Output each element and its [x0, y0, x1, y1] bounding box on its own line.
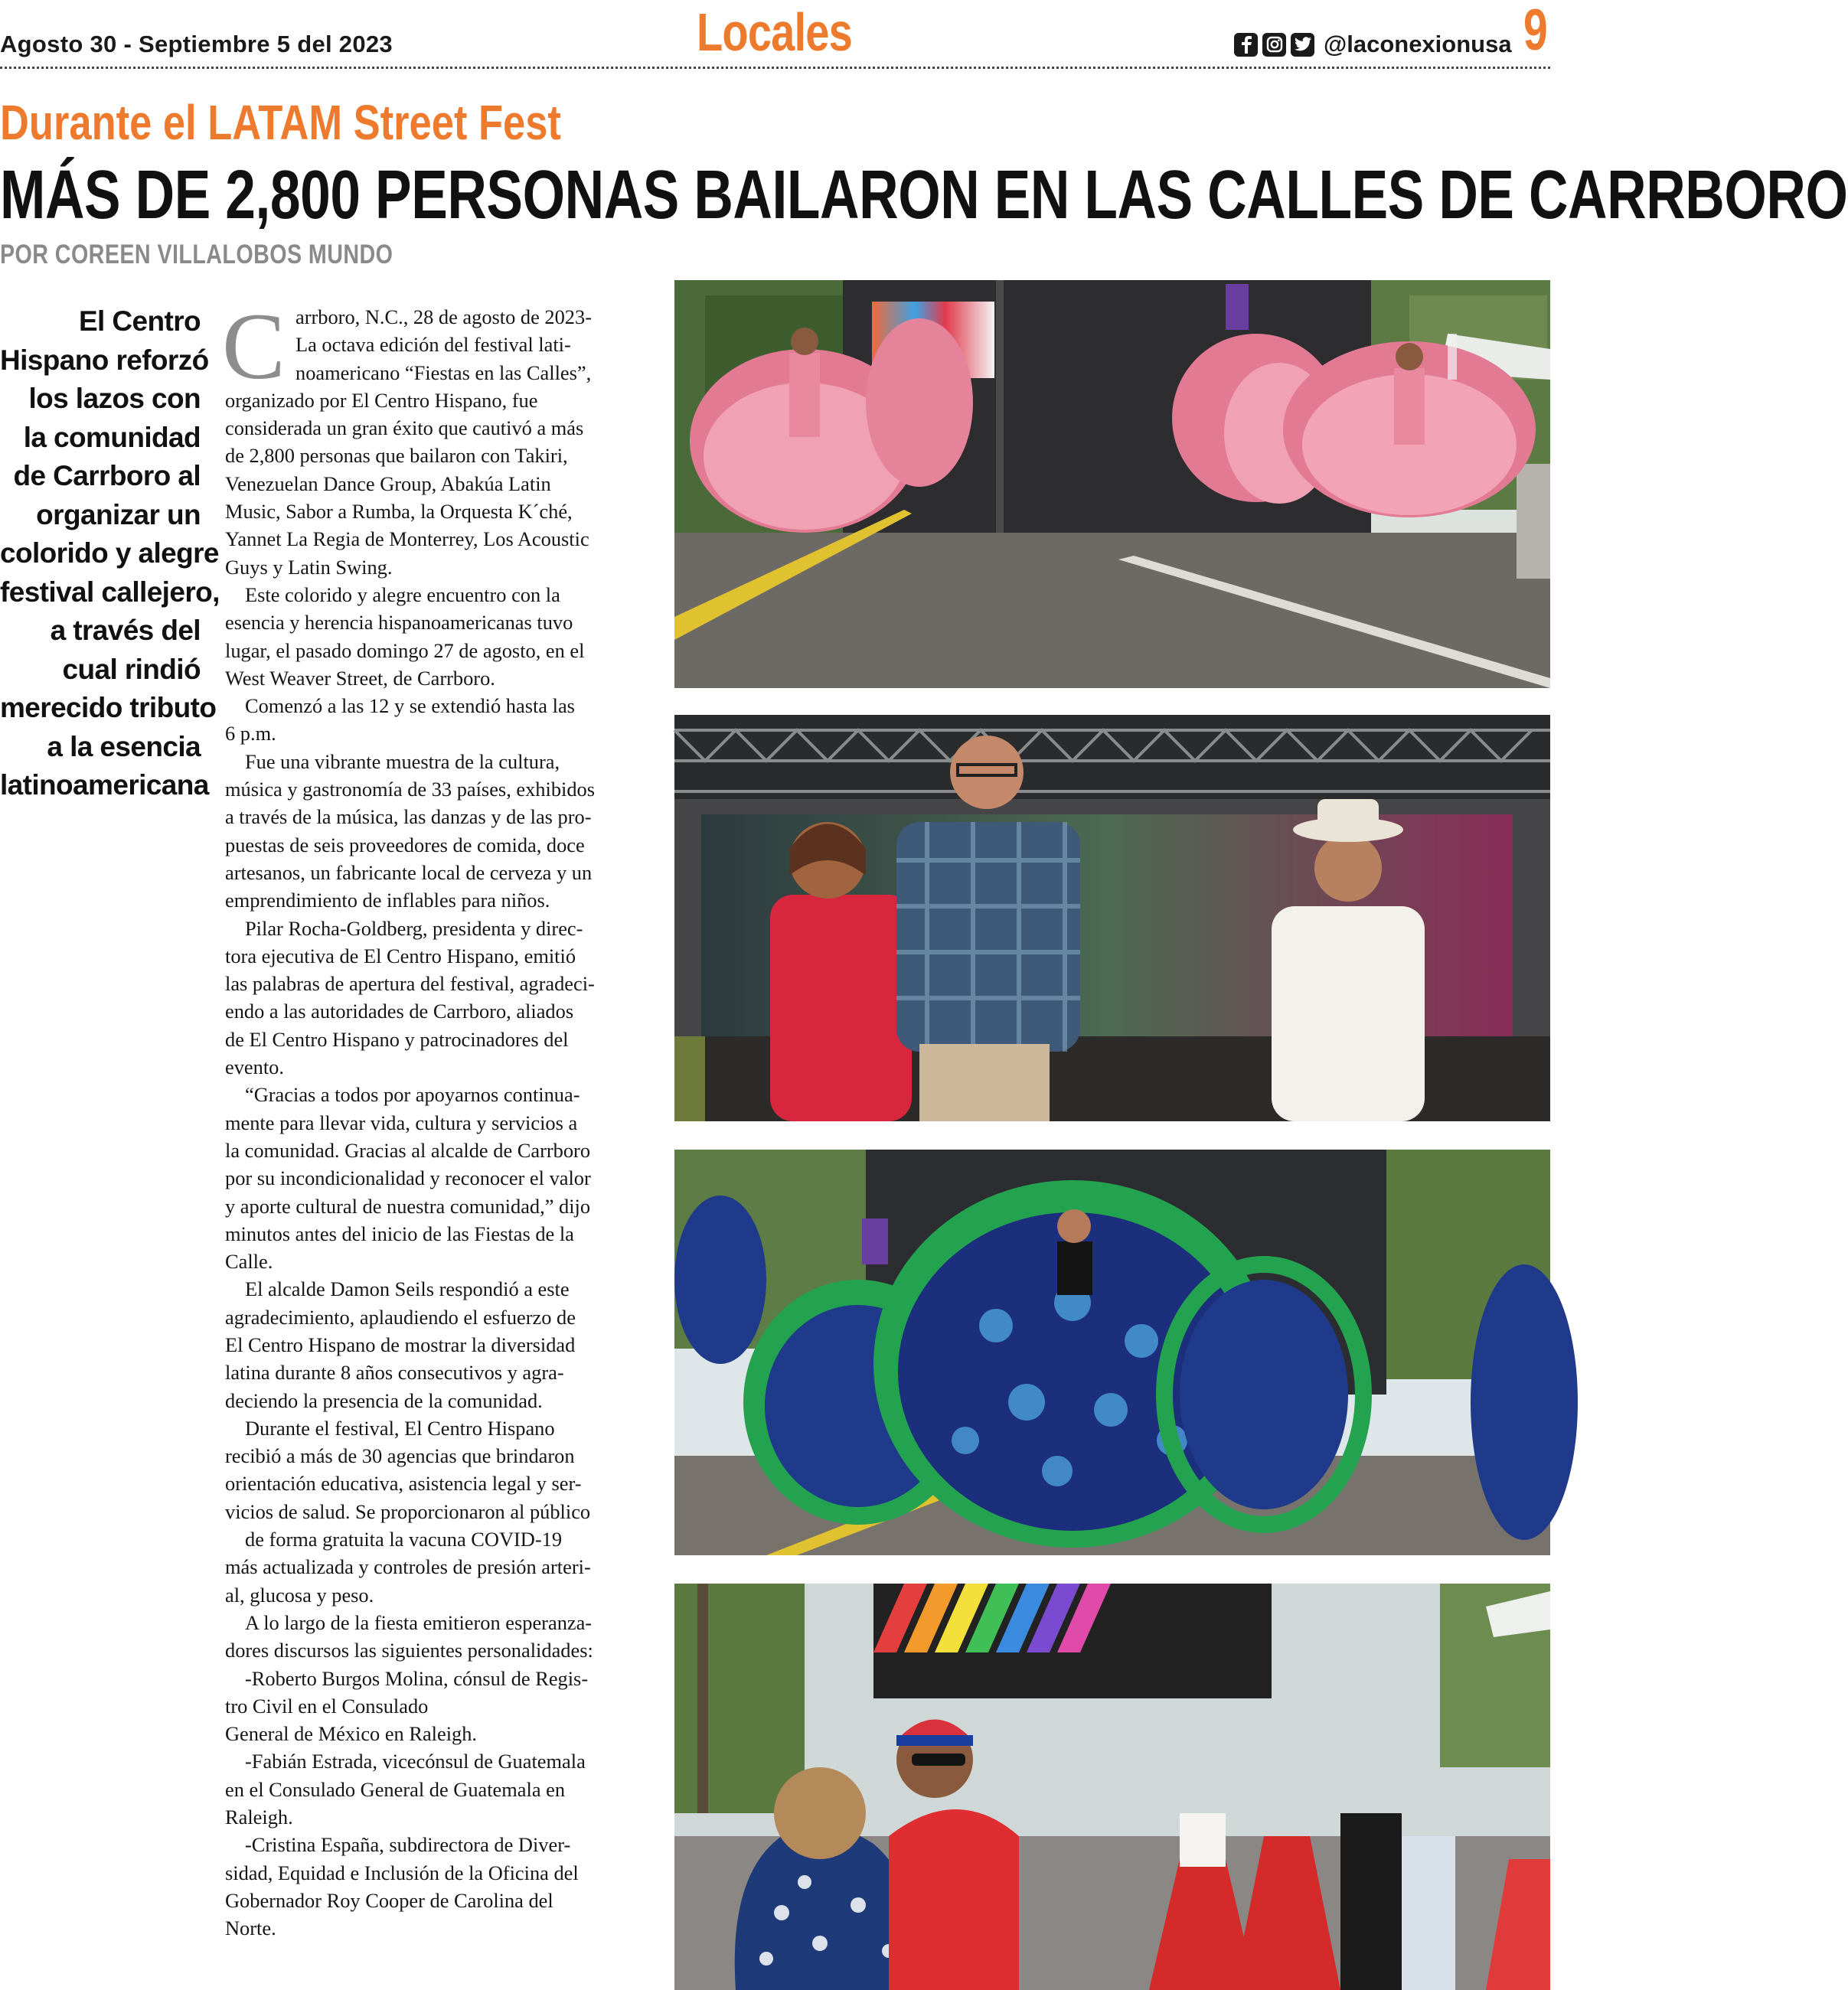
article-line: esencia y herencia hispanoamericanas tuvo — [225, 611, 573, 635]
article-line: la comunidad. Gracias al alcalde de Carrboro — [225, 1138, 591, 1162]
article-line: tro Civil en el Consulado — [225, 1694, 429, 1718]
article-line: Raleigh. — [225, 1806, 293, 1829]
article-line: minutos antes del inicio de las Fiestas de la — [225, 1222, 574, 1245]
pull-quote-line: cual rindió — [62, 653, 201, 685]
article-line: Fue una vibrante muestra de la cultura, — [245, 749, 560, 773]
pull-quote-line: a través del — [50, 615, 201, 646]
pull-quote-line: organizar un — [36, 498, 201, 530]
article-line: Durante el festival, El Centro Hispano — [245, 1416, 555, 1440]
pull-quote-line: merecido tributo — [0, 692, 217, 723]
article-line: latina durante 8 años consecutivos y agra- — [225, 1361, 564, 1385]
article-line: en el Consulado General de Guatemala en — [225, 1777, 566, 1801]
article-line: tora ejecutiva de El Centro Hispano, emitió — [225, 944, 576, 967]
article-line: “Gracias a todos por apoyarnos continua- — [245, 1083, 580, 1107]
article-line: endo a las autoridades de Carrboro, aliados — [225, 1000, 574, 1023]
article-line: sidad, Equidad e Inclusión de la Oficina del — [225, 1861, 579, 1884]
article-line: Yannet La Regia de Monterrey, Los Acoustic — [225, 527, 589, 551]
article-body — [225, 303, 650, 1943]
pull-quote-line: la comunidad — [23, 421, 201, 453]
article-line: dores discursos las siguientes personalidades: — [225, 1639, 593, 1662]
article-line: organizado por El Centro Hispano, fue — [225, 388, 538, 412]
instagram-icon[interactable] — [1262, 33, 1286, 57]
article-line: Venezuelan Dance Group, Abakúa Latin — [225, 471, 551, 495]
article-kicker: Durante el LATAM Street Fest — [0, 95, 561, 150]
pull-quote-line: latinoamericana — [0, 769, 209, 801]
article-line: lugar, el pasado domingo 27 de agosto, en el — [225, 638, 585, 662]
article-line: La octava edición del festival lati- — [295, 333, 571, 357]
social-handle[interactable]: @laconexionusa — [1324, 31, 1512, 57]
issue-date: Agosto 30 - Septiembre 5 del 2023 — [0, 31, 393, 57]
article-line: arrboro, N.C., 28 de agosto de 2023- — [295, 305, 592, 328]
article-line: West Weaver Street, de Carrboro. — [225, 666, 495, 690]
pull-quote-line: los lazos con — [28, 383, 201, 414]
article-line: General de México en Raleigh. — [225, 1722, 478, 1746]
article-line: recibió a más de 30 agencias que brindaron — [225, 1444, 575, 1468]
article-line: -Fabián Estrada, vicecónsul de Guatemala — [245, 1750, 586, 1773]
article-line: de El Centro Hispano y patrocinadores del — [225, 1027, 569, 1051]
pull-quote-line: colorido y alegre — [0, 537, 219, 569]
pull-quote-line: Hispano reforzó — [0, 344, 209, 376]
pull-quote — [0, 302, 220, 805]
article-line: orientación educativa, asistencia legal y ser- — [225, 1472, 582, 1496]
article-line: música y gastronomía de 33 países, exhibidos — [225, 778, 596, 801]
article-line: Comenzó a las 12 y se extendió hasta las — [245, 694, 575, 718]
article-line: considerada un gran éxito que cautivó a más — [225, 416, 584, 440]
article-line: -Cristina España, subdirectora de Diver- — [245, 1833, 571, 1857]
article-line: de forma gratuita la vacuna COVID-19 — [245, 1528, 563, 1551]
article-line: Norte. — [225, 1917, 276, 1940]
article-line: Pilar Rocha-Goldberg, presidenta y direc- — [245, 916, 583, 940]
article-line: las palabras de apertura del festival, agradeci- — [225, 972, 595, 996]
article-line: -Roberto Burgos Molina, cónsul de Regis- — [245, 1666, 589, 1690]
pull-quote-line: festival callejero, — [0, 576, 220, 608]
pull-quote-line: de Carrboro al — [13, 460, 201, 491]
article-line: Calle. — [225, 1250, 273, 1274]
article-line: deciendo la presencia de la comunidad. — [225, 1388, 543, 1412]
article-line: al, glucosa y peso. — [225, 1583, 374, 1607]
photo-dancers-pink — [674, 280, 1550, 688]
article-line: más actualizada y controles de presión arteri- — [225, 1555, 591, 1579]
pull-quote-line: a la esencia — [47, 730, 201, 762]
section-title: Locales — [697, 2, 852, 62]
article-line: a través de la música, las danzas y de las pro- — [225, 805, 592, 829]
article-line: evento. — [225, 1055, 284, 1079]
drop-cap: C — [222, 294, 286, 399]
article-line: vicios de salud. Se proporcionaron al público — [225, 1499, 591, 1523]
article-line: noamericano “Fiestas en las Calles”, — [295, 360, 592, 384]
social-links — [1234, 31, 1512, 58]
article-line: Guys y Latin Swing. — [225, 555, 393, 579]
article-line: Este colorido y alegre encuentro con la — [245, 582, 560, 606]
photo-dancers-blue — [674, 1150, 1550, 1555]
page-number: 9 — [1523, 0, 1548, 63]
article-line: El alcalde Damon Seils respondió a este — [245, 1277, 570, 1301]
article-line: puestas de seis proveedores de comida, doce — [225, 833, 585, 856]
article-line: Gobernador Roy Cooper de Carolina del — [225, 1888, 553, 1912]
article-line: El Centro Hispano de mostrar la diversidad — [225, 1333, 576, 1356]
photo-couples-dancing — [674, 1584, 1550, 1990]
article-line: 6 p.m. — [225, 722, 276, 745]
article-line: Music, Sabor a Rumba, la Orquesta K´ché, — [225, 500, 573, 524]
photo-stage-speakers — [674, 715, 1550, 1121]
pull-quote-line: El Centro — [78, 305, 201, 337]
article-line: de 2,800 personas que bailaron con Takiri, — [225, 444, 568, 468]
article-line: A lo largo de la fiesta emitieron esperanza- — [245, 1610, 593, 1634]
article-line: y aporte cultural de nuestra comunidad,” dijo — [225, 1194, 591, 1218]
article-line: mente para llevar vida, cultura y servicios a — [225, 1111, 578, 1134]
facebook-icon[interactable] — [1234, 33, 1258, 57]
article-headline: MÁS DE 2,800 PERSONAS BAILARON EN LAS CALLES DE CARRBORO — [0, 157, 1848, 233]
article-line: agradecimiento, aplaudiendo el esfuerzo de — [225, 1305, 576, 1329]
header-divider — [0, 67, 1550, 69]
article-byline: POR COREEN VILLALOBOS MUNDO — [0, 240, 393, 269]
article-line: emprendimiento de inflables para niños. — [225, 889, 550, 912]
article-line: artesanos, un fabricante local de cerveza y un — [225, 860, 593, 884]
twitter-icon[interactable] — [1291, 33, 1314, 57]
article-line: por su incondicionalidad y reconocer el valor — [225, 1166, 591, 1190]
